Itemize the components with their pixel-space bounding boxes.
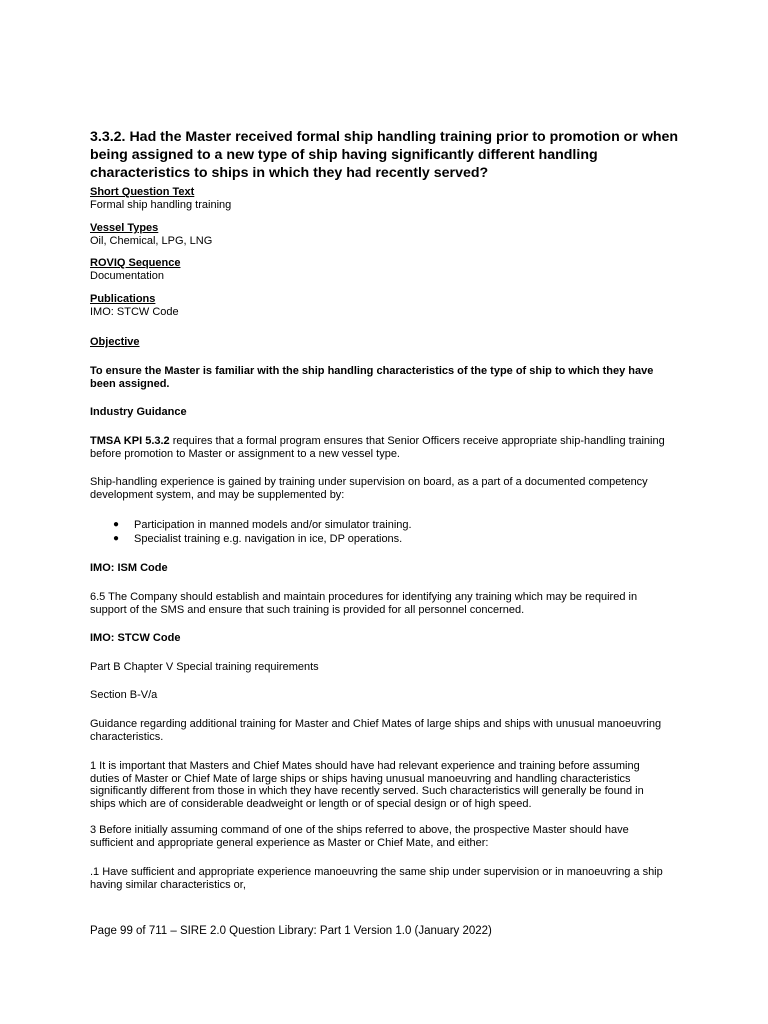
- roviq-sequence-value: Documentation: [90, 270, 164, 282]
- publications-value: IMO: STCW Code: [90, 306, 179, 318]
- ism-text: 6.5 The Company should establish and maintain procedures for identifying any training which may be required in support of the SMS and ensure that such training is provided for all personnel concerned.: [90, 591, 638, 616]
- short-question-label: Short Question Text: [90, 186, 195, 198]
- stcw-section: Section B-V/a: [90, 689, 158, 701]
- guidance-bullet-list: [90, 518, 670, 546]
- publications-block: [90, 293, 690, 319]
- kpi-reference: TMSA KPI 5.3.2: [90, 435, 170, 447]
- stcw-paragraph-3: 3 Before initially assuming command of one of the ships referred to above, the prospective Master should have sufficient and appropriate general experience as Master or Chief Mate, and either:: [90, 824, 629, 849]
- bullet-text: Specialist training e.g. navigation in ice, DP operations.: [134, 533, 403, 545]
- ism-heading: IMO: ISM Code: [90, 562, 168, 574]
- stcw-heading: IMO: STCW Code: [90, 632, 181, 644]
- vessel-types-block: [90, 222, 690, 248]
- roviq-sequence-label: ROVIQ Sequence: [90, 257, 181, 269]
- objective-heading: Objective: [90, 336, 140, 348]
- stcw-part: Part B Chapter V Special training requirements: [90, 661, 319, 673]
- bullet-icon: ●: [113, 519, 120, 530]
- objective-text: To ensure the Master is familiar with the ship handling characteristics of the type of ship to which they have been assigned.: [90, 365, 654, 390]
- roviq-sequence-block: [90, 257, 690, 283]
- stcw-paragraph-1: 1 It is important that Masters and Chief Mates should have had relevant experience and training before assuming duties of Master or Chief Mate of large ships or ships having unusual manoeuvring and handling characteristics significantly different from those in which they have recently served. Such characteristics will generally be found in ships which are of considerable deadweight or length or of special design or of high speed.: [90, 760, 644, 810]
- kpi-paragraph: [90, 435, 670, 460]
- list-item: [90, 518, 670, 532]
- stcw-guidance: Guidance regarding additional training for Master and Chief Mates of large ships and ships with unusual manoeuvring characteristics.: [90, 718, 662, 743]
- ship-handling-paragraph: Ship-handling experience is gained by training under supervision on board, as a part of a documented competency development system, and may be supplemented by:: [90, 476, 648, 501]
- list-item: [90, 532, 670, 546]
- bullet-icon: ●: [113, 533, 120, 544]
- industry-guidance-heading: Industry Guidance: [90, 406, 187, 418]
- vessel-types-label: Vessel Types: [90, 222, 159, 234]
- vessel-types-value: Oil, Chemical, LPG, LNG: [90, 235, 213, 247]
- stcw-paragraph-3-1: .1 Have sufficient and appropriate experience manoeuvring the same ship under supervision or in manoeuvring a ship having similar characteristics or,: [90, 866, 663, 891]
- short-question-value: Formal ship handling training: [90, 199, 232, 211]
- bullet-text: Participation in manned models and/or simulator training.: [134, 519, 412, 531]
- page-footer: Page 99 of 711 – SIRE 2.0 Question Library: Part 1 Version 1.0 (January 2022): [90, 925, 492, 937]
- short-question-block: [90, 186, 690, 212]
- question-title: 3.3.2. Had the Master received formal ship handling training prior to promotion or when being assigned to a new type of ship having significantly different handling characteristics to ships in which they had recently served?: [90, 129, 679, 181]
- kpi-text: requires that a formal program ensures that Senior Officers receive appropriate ship-handling training before promotion to Master or assignment to a new vessel type.: [90, 435, 665, 460]
- publications-label: Publications: [90, 293, 156, 305]
